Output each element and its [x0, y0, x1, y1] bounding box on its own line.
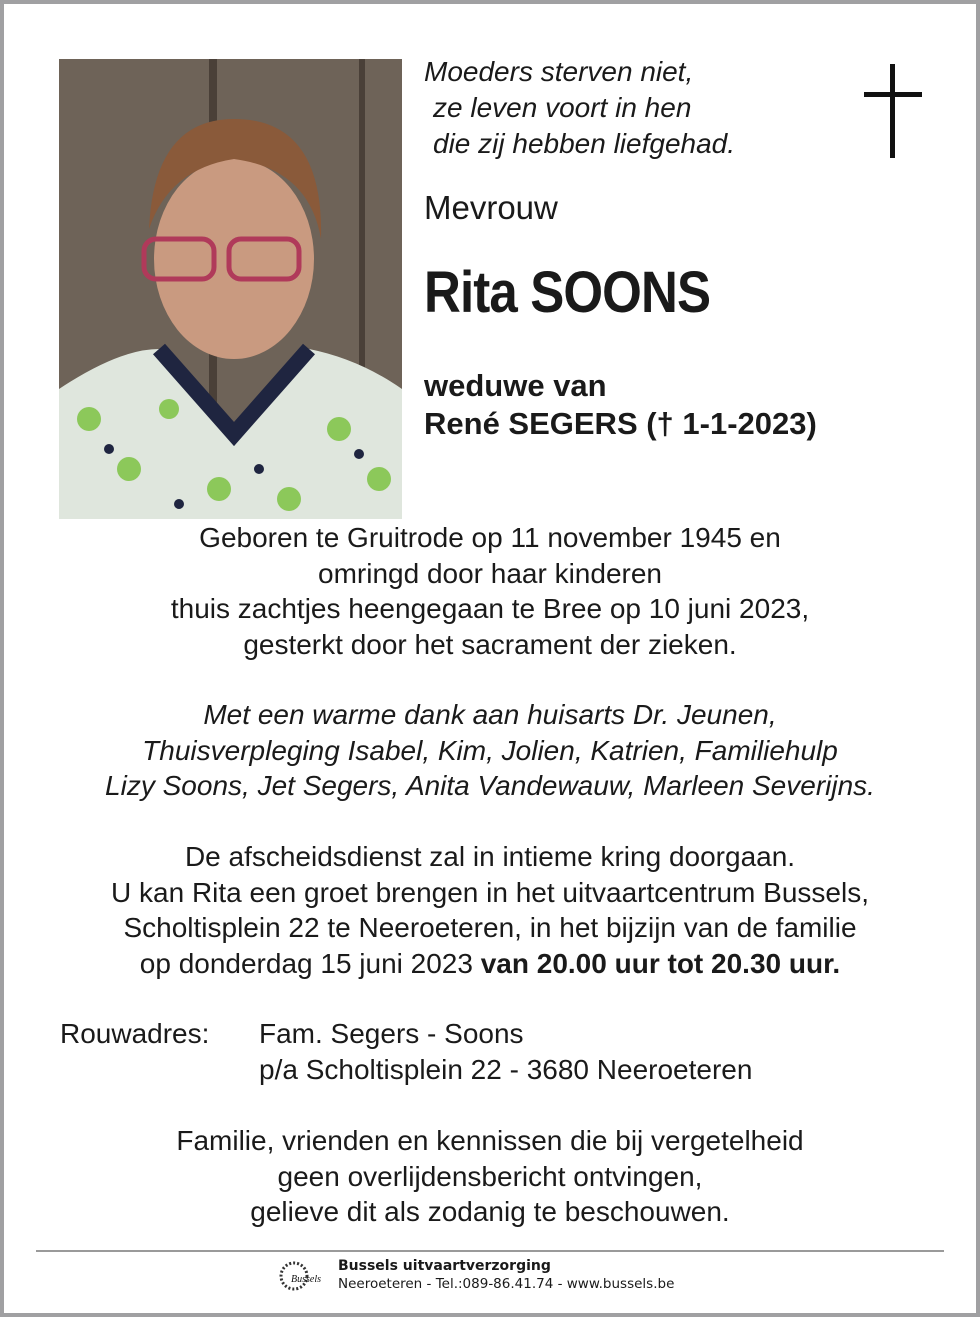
service-date: op donderdag 15 juni 2023: [139, 947, 481, 979]
text-line: gesterkt door het sacrament der zieken.: [243, 628, 737, 660]
text-line: thuis zachtjes heengegaan te Bree op 10 juni 2023,: [170, 593, 810, 624]
text-line: Familie, vrienden en kennissen die bij vergetelheid: [176, 1125, 804, 1156]
text-line: Met een warme dank aan huisarts Dr. Jeunen,: [203, 699, 777, 730]
text-line: Thuisverpleging Isabel, Kim, Jolien, Katrien, Familiehulp: [142, 734, 838, 766]
text-line: Geboren te Gruitrode op 11 november 1945 en: [199, 522, 781, 553]
deceased-name: Rita SOONS: [424, 260, 711, 325]
text-line: U kan Rita een groet brengen in het uitvaartcentrum Bussels,: [111, 876, 869, 908]
text-line: Lizy Soons, Jet Segers, Anita Vandewauw, Marleen Severijns.: [105, 770, 875, 801]
closing-text: [0, 1123, 980, 1230]
spouse-line: weduwe van: [424, 368, 607, 403]
poem-line: ze leven voort in hen: [433, 92, 692, 123]
service-text: [0, 839, 980, 981]
address-line: Fam. Segers - Soons: [259, 1018, 524, 1049]
text-line: De afscheidsdienst zal in intieme kring doorgaan.: [184, 841, 796, 872]
company-contact: Neeroeteren - Tel.:089-86.41.74 - www.bussels.be: [338, 1276, 675, 1292]
portrait-photo: [59, 59, 402, 519]
svg-text:Bussels: Bussels: [291, 1274, 321, 1285]
birth-death-text: [0, 520, 980, 662]
spouse-name: René SEGERS († 1-1-2023): [424, 406, 817, 441]
cross-icon: [864, 64, 922, 158]
text-line: gelieve dit als zodanig te beschouwen.: [250, 1196, 730, 1227]
poem-line: Moeders sterven niet,: [424, 56, 694, 87]
address-value: [259, 1016, 752, 1088]
bussels-logo: [276, 1260, 330, 1292]
service-time: van 20.00 uur tot 20.30 uur.: [480, 947, 841, 979]
footer-divider: [36, 1250, 944, 1252]
company-name: Bussels uitvaartverzorging: [338, 1258, 551, 1274]
address-line: p/a Scholtisplein 22 - 3680 Neeroeteren: [259, 1054, 753, 1085]
thanks-text: [0, 697, 980, 804]
text-line: omringd door haar kinderen: [318, 557, 662, 589]
poem: [424, 54, 735, 162]
poem-line: die zij hebben liefgehad.: [433, 128, 736, 159]
spouse-info: [424, 367, 817, 443]
title-prefix: Mevrouw: [424, 189, 558, 226]
text-line: geen overlijdensbericht ontvingen,: [277, 1160, 703, 1192]
text-line: Scholtisplein 22 te Neeroeteren, in het bijzijn van de familie: [123, 912, 857, 943]
address-label: Rouwadres:: [60, 1018, 210, 1049]
text-line: [0, 946, 980, 982]
